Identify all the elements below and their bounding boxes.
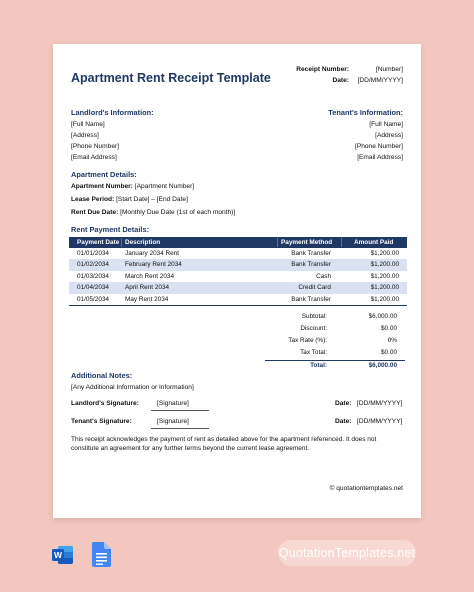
apartment-number-value: [Apartment Number] — [134, 183, 195, 190]
tax-rate-value: 0% — [387, 337, 397, 344]
watermark-badge: QuotationTemplates.net — [278, 540, 416, 566]
landlord-name: [Full Name] — [71, 121, 105, 128]
notes-heading: Additional Notes: — [71, 371, 133, 380]
acknowledgement-line: This receipt acknowledges the payment of rent as detailed above for the apartment referenced. It does not — [71, 436, 377, 443]
row-method: Bank Transfer — [291, 261, 331, 269]
landlord-date-label: Date: — [335, 400, 352, 407]
row-date: 01/03/2034 — [77, 272, 109, 280]
row-method: Credit Card — [298, 284, 331, 292]
row-amount: $1,200.00 — [370, 295, 399, 303]
row-method: Bank Transfer — [291, 250, 331, 257]
tenant-email: [Email Address] — [357, 154, 403, 161]
table-header — [69, 237, 407, 248]
acknowledgement-line: constitute an agreement for any further terms beyond the current lease agreement. — [71, 445, 310, 452]
row-description: March Rent 2034 — [125, 272, 175, 280]
subtotal-value: $6,000.00 — [368, 313, 397, 320]
receipt-number-value: [Number] — [375, 66, 403, 73]
tenant-phone: [Phone Number] — [354, 143, 403, 150]
acknowledgement-text — [71, 435, 416, 453]
lease-period-label: Lease Period: — [71, 196, 115, 203]
lease-period-row — [71, 196, 188, 203]
document-title: Apartment Rent Receipt Template — [71, 71, 271, 85]
header-payment-date: Payment Date — [77, 239, 120, 246]
apartment-number-label: Apartment Number: — [71, 183, 133, 190]
tenant-signature-line — [151, 428, 209, 429]
table-row — [69, 248, 407, 259]
receipt-number-label: Receipt Number: — [296, 66, 349, 73]
apartment-number-row — [71, 183, 194, 190]
landlord-email: [Email Address] — [71, 154, 117, 161]
payments-table — [69, 237, 407, 305]
row-method: Cash — [316, 272, 331, 280]
notes-text: [Any Additional Information or Information] — [71, 384, 194, 391]
table-row — [69, 271, 407, 282]
copyright-text: © quotationtemplates.net — [329, 485, 403, 492]
receipt-document — [53, 44, 421, 518]
tenant-date-value: [DD/MM/YYYY] — [357, 418, 403, 425]
tenant-date-label: Date: — [335, 418, 352, 425]
lease-period-value: [Start Date] – [End Date] — [116, 196, 188, 203]
tax-total-value: $0.00 — [381, 349, 397, 356]
row-description: April Rent 2034 — [125, 284, 170, 292]
row-description: May Rent 2034 — [125, 295, 169, 303]
table-bottom-rule — [69, 305, 407, 306]
rent-due-label: Rent Due Date: — [71, 209, 119, 216]
row-amount: $1,200.00 — [370, 272, 399, 280]
tax-rate-label: Tax Rate (%): — [288, 337, 327, 344]
subtotal-label: Subtotal: — [301, 313, 327, 320]
row-amount: $1,200.00 — [370, 250, 399, 257]
landlord-date-value: [DD/MM/YYYY] — [357, 400, 403, 407]
row-amount: $1,200.00 — [370, 261, 399, 269]
google-docs-icon[interactable] — [92, 542, 111, 567]
payments-heading: Rent Payment Details: — [71, 225, 150, 234]
header-divider — [341, 238, 342, 247]
tenant-signature-value: [Signature] — [157, 418, 189, 425]
landlord-phone: [Phone Number] — [71, 143, 120, 150]
word-icon[interactable] — [52, 544, 74, 566]
apartment-heading: Apartment Details: — [71, 170, 137, 179]
tenant-address: [Address] — [375, 132, 403, 139]
landlord-address: [Address] — [71, 132, 99, 139]
tenant-name: [Full Name] — [369, 121, 403, 128]
landlord-heading: Landlord's Information: — [71, 108, 154, 117]
header-date-label: Date: — [332, 77, 349, 84]
table-row — [69, 259, 407, 270]
header-amount-paid: Amount Paid — [354, 239, 394, 246]
total-rule — [265, 360, 405, 361]
svg-text:W: W — [53, 550, 63, 561]
header-divider — [277, 238, 278, 247]
header-divider — [121, 238, 122, 247]
row-date: 01/01/2034 — [77, 250, 109, 257]
rent-due-value: [Monthly Due Date (1st of each month)] — [120, 209, 236, 216]
row-method: Bank Transfer — [291, 295, 331, 303]
rent-due-row — [71, 209, 235, 216]
row-date: 01/04/2034 — [77, 284, 109, 292]
table-row — [69, 282, 407, 293]
discount-label: Discount: — [300, 325, 327, 332]
header-payment-method: Payment Method — [281, 239, 333, 246]
row-amount: $1,200.00 — [370, 284, 399, 292]
row-date: 01/02/2034 — [77, 261, 109, 269]
table-row — [69, 294, 407, 305]
landlord-signature-line — [151, 410, 209, 411]
total-label: Total: — [310, 362, 327, 369]
total-value: $6,000.00 — [368, 362, 397, 369]
discount-value: $0.00 — [381, 325, 397, 332]
header-description: Description — [125, 239, 161, 246]
tenant-heading: Tenant's Information: — [328, 108, 403, 117]
row-description: January 2034 Rent — [125, 250, 180, 257]
tax-total-label: Tax Total: — [300, 349, 327, 356]
landlord-signature-value: [Signature] — [157, 400, 189, 407]
row-date: 01/05/2034 — [77, 295, 109, 303]
row-description: February Rent 2034 — [125, 261, 182, 269]
tenant-signature-label: Tenant's Signature: — [71, 418, 132, 425]
header-date-value: [DD/MM/YYYY] — [357, 77, 403, 84]
landlord-signature-label: Landlord's Signature: — [71, 400, 139, 407]
